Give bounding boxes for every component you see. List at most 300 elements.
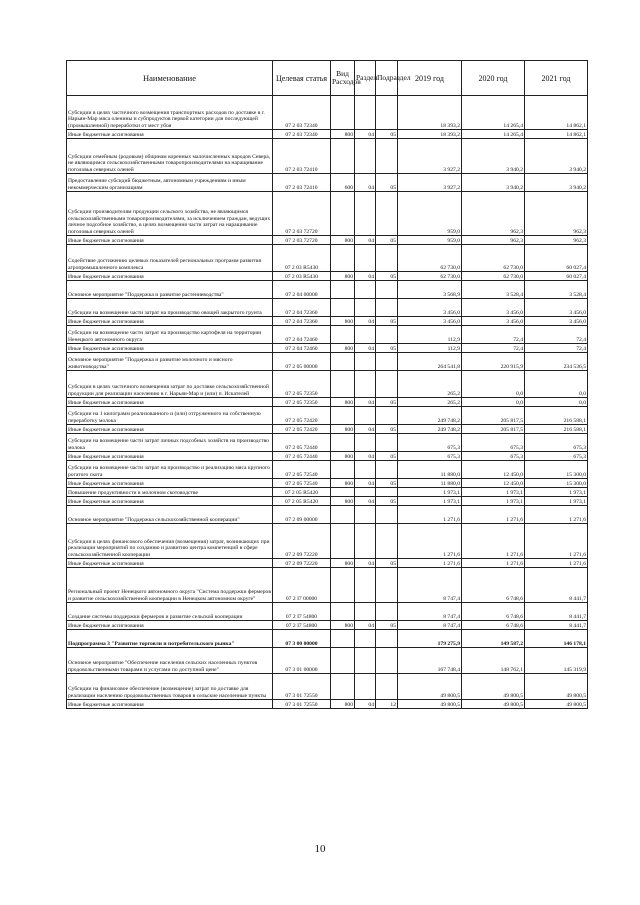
row-podrazdel xyxy=(376,648,398,674)
budget-table xyxy=(66,60,588,709)
row-code: 07 2 05 72420 xyxy=(273,407,331,425)
row-razdel: 04 xyxy=(355,425,376,434)
row-razdel xyxy=(355,326,376,344)
row-vid xyxy=(331,568,355,603)
row-2020: 205 817,5 xyxy=(462,407,525,425)
row-2020: 962,3 xyxy=(462,236,525,245)
row-code: 07 2 05 72540 xyxy=(273,479,331,488)
row-2021: 1 271,6 xyxy=(525,506,588,524)
row-name: Иные бюджетные ассигнования xyxy=(67,700,273,709)
row-vid: 800 xyxy=(331,700,355,709)
row-2020: 49 800,5 xyxy=(462,674,525,700)
row-vid: 800 xyxy=(331,236,355,245)
row-name: Субсидии в целях частичного возмещения затрат по доставке сельскохозяйственной продукции для реализации населению в г. Нарьян-Мар и (или) п. Искателей xyxy=(67,371,273,398)
row-code: 07 2 04 72460 xyxy=(273,326,331,344)
row-name: Иные бюджетные ассигнования xyxy=(67,344,273,353)
table-row xyxy=(67,479,588,488)
row-razdel xyxy=(355,648,376,674)
row-vid xyxy=(331,648,355,674)
row-razdel xyxy=(355,434,376,452)
row-name: Основное мероприятие "Поддержка и развитие растениеводства" xyxy=(67,281,273,299)
row-code: 07 2 04 72360 xyxy=(273,317,331,326)
row-name: Иные бюджетные ассигнования xyxy=(67,272,273,281)
row-podrazdel: 05 xyxy=(376,479,398,488)
table-row xyxy=(67,130,588,139)
row-razdel: 04 xyxy=(355,398,376,407)
row-2019: 1 271,6 xyxy=(398,506,462,524)
table-row xyxy=(67,299,588,317)
row-2021: 962,3 xyxy=(525,192,588,236)
row-razdel: 04 xyxy=(355,700,376,709)
row-code: 07 2 05 72540 xyxy=(273,461,331,479)
row-2021: 72,4 xyxy=(525,326,588,344)
row-code: 07 2 03 72410 xyxy=(273,139,331,174)
row-vid: 800 xyxy=(331,452,355,461)
row-2020: 72,4 xyxy=(462,326,525,344)
row-2021: 234 536,5 xyxy=(525,353,588,371)
row-podrazdel xyxy=(376,434,398,452)
table-header-row xyxy=(67,61,588,96)
row-vid: 800 xyxy=(331,130,355,139)
row-2019: 1 271,6 xyxy=(398,524,462,559)
row-2021: 49 800,5 xyxy=(525,674,588,700)
row-name: Основное мероприятие "Обеспечение населения сельских населенных пунктов продовольственными товарами и услугами по доступной цене" xyxy=(67,648,273,674)
row-razdel xyxy=(355,371,376,398)
row-name: Иные бюджетные ассигнования xyxy=(67,621,273,630)
row-2021: 60 027,4 xyxy=(525,245,588,272)
header-2019: 2019 год xyxy=(398,61,462,96)
row-podrazdel xyxy=(376,353,398,371)
row-vid xyxy=(331,407,355,425)
row-code: 07 2 04 72460 xyxy=(273,344,331,353)
row-vid: 800 xyxy=(331,344,355,353)
row-2020: 3 940,2 xyxy=(462,174,525,192)
row-2019: 3 456,0 xyxy=(398,317,462,326)
row-2019: 959,0 xyxy=(398,192,462,236)
row-2020: 6 748,6 xyxy=(462,568,525,603)
row-razdel xyxy=(355,299,376,317)
row-name: Иные бюджетные ассигнования xyxy=(67,398,273,407)
row-code: 07 2 09 72220 xyxy=(273,559,331,568)
header-razdel: Раздел xyxy=(355,61,376,96)
row-2020: 3 940,2 xyxy=(462,139,525,174)
table-row xyxy=(67,674,588,700)
row-name: Содействие достижению целевых показателей региональных программ развития агропромышленного комплекса xyxy=(67,245,273,272)
row-2021: 1 973,1 xyxy=(525,497,588,506)
table-row xyxy=(67,139,588,174)
row-code: 07 2 03 72340 xyxy=(273,130,331,139)
row-code: 07 3 00 00000 xyxy=(273,630,331,648)
row-2020: 6 748,6 xyxy=(462,621,525,630)
row-name: Повышение продуктивности в молочном скотоводстве xyxy=(67,488,273,497)
row-vid xyxy=(331,603,355,621)
row-vid: 800 xyxy=(331,497,355,506)
row-code: 07 2 09 72220 xyxy=(273,524,331,559)
row-vid xyxy=(331,353,355,371)
row-2019: 167 748,4 xyxy=(398,648,462,674)
row-2020: 12 450,0 xyxy=(462,479,525,488)
row-name: Субсидии семейным (родовым) общинам коренных малочисленных народов Севера, не являющимся сельскохозяйственными товаропроизводителями на наращивание поголовья северных оленей xyxy=(67,139,273,174)
row-vid: 600 xyxy=(331,174,355,192)
row-2020: 49 800,5 xyxy=(462,700,525,709)
row-2019: 265,2 xyxy=(398,398,462,407)
row-name: Иные бюджетные ассигнования xyxy=(67,559,273,568)
row-2019: 62 730,0 xyxy=(398,272,462,281)
row-vid xyxy=(331,281,355,299)
table-row xyxy=(67,568,588,603)
header-podrazdel: Подраздел xyxy=(376,61,398,96)
row-code: 07 2 05 R5420 xyxy=(273,488,331,497)
row-2019: 675,3 xyxy=(398,434,462,452)
row-2019: 49 800,5 xyxy=(398,674,462,700)
row-podrazdel xyxy=(376,96,398,130)
row-razdel: 04 xyxy=(355,174,376,192)
row-2019: 18 393,2 xyxy=(398,96,462,130)
row-razdel xyxy=(355,96,376,130)
row-name: Иные бюджетные ассигнования xyxy=(67,317,273,326)
row-podrazdel xyxy=(376,461,398,479)
row-razdel: 04 xyxy=(355,621,376,630)
table-row xyxy=(67,700,588,709)
row-2021: 145 319,9 xyxy=(525,648,588,674)
row-code: 07 2 03 72720 xyxy=(273,236,331,245)
row-2020: 1 973,1 xyxy=(462,497,525,506)
table-row xyxy=(67,281,588,299)
row-2021: 3 528,4 xyxy=(525,281,588,299)
row-code: 07 3 01 72550 xyxy=(273,674,331,700)
row-2020: 1 271,6 xyxy=(462,559,525,568)
row-vid: 800 xyxy=(331,479,355,488)
row-2020: 72,4 xyxy=(462,344,525,353)
row-2019: 959,0 xyxy=(398,236,462,245)
table-row xyxy=(67,425,588,434)
table-row xyxy=(67,245,588,272)
budget-table-sheet xyxy=(66,60,587,709)
row-podrazdel: 05 xyxy=(376,559,398,568)
table-row xyxy=(67,96,588,130)
row-2020: 14 265,4 xyxy=(462,130,525,139)
row-name: Иные бюджетные ассигнования xyxy=(67,479,273,488)
row-2021: 15 300,0 xyxy=(525,461,588,479)
row-2019: 3 927,2 xyxy=(398,139,462,174)
row-2020: 675,3 xyxy=(462,452,525,461)
row-vid xyxy=(331,299,355,317)
row-2020: 0,0 xyxy=(462,398,525,407)
row-podrazdel xyxy=(376,299,398,317)
row-vid xyxy=(331,139,355,174)
table-row xyxy=(67,506,588,524)
row-2019: 3 927,2 xyxy=(398,174,462,192)
row-2021: 3 940,2 xyxy=(525,139,588,174)
row-2021: 8 441,7 xyxy=(525,568,588,603)
row-vid xyxy=(331,326,355,344)
row-2019: 265,2 xyxy=(398,371,462,398)
row-name: Создание системы поддержки фермеров и развитие сельской кооперации xyxy=(67,603,273,621)
row-name: Субсидии на возмещение части затрат на производство картофеля на территории Ненецкого автономного округа xyxy=(67,326,273,344)
row-2020: 62 730,0 xyxy=(462,272,525,281)
row-name: Иные бюджетные ассигнования xyxy=(67,130,273,139)
row-2020: 1 271,6 xyxy=(462,506,525,524)
row-2021: 675,3 xyxy=(525,452,588,461)
table-row xyxy=(67,630,588,648)
row-podrazdel xyxy=(376,407,398,425)
row-podrazdel: 05 xyxy=(376,452,398,461)
row-razdel: 04 xyxy=(355,452,376,461)
row-2021: 3 456,0 xyxy=(525,317,588,326)
row-code: 07 2 05 00000 xyxy=(273,353,331,371)
row-podrazdel: 05 xyxy=(376,272,398,281)
row-2019: 264 541,8 xyxy=(398,353,462,371)
header-2020: 2020 год xyxy=(462,61,525,96)
row-razdel: 04 xyxy=(355,317,376,326)
row-2019: 62 730,0 xyxy=(398,245,462,272)
row-podrazdel xyxy=(376,371,398,398)
row-code: 07 2 05 72350 xyxy=(273,371,331,398)
row-code: 07 2 05 R5420 xyxy=(273,497,331,506)
table-row xyxy=(67,272,588,281)
row-2019: 11 880,0 xyxy=(398,479,462,488)
row-2021: 49 800,5 xyxy=(525,700,588,709)
row-code: 07 2 03 R5430 xyxy=(273,245,331,272)
row-razdel xyxy=(355,603,376,621)
table-row xyxy=(67,371,588,398)
row-podrazdel: 05 xyxy=(376,398,398,407)
row-2019: 8 747,4 xyxy=(398,603,462,621)
row-2020: 0,0 xyxy=(462,371,525,398)
row-vid xyxy=(331,461,355,479)
table-row xyxy=(67,326,588,344)
row-razdel xyxy=(355,139,376,174)
table-row xyxy=(67,317,588,326)
row-vid xyxy=(331,371,355,398)
row-name: Предоставление субсидий бюджетным, автономным учреждениям и иным некоммерческим организациям xyxy=(67,174,273,192)
table-row xyxy=(67,524,588,559)
row-name: Иные бюджетные ассигнования xyxy=(67,425,273,434)
table-row xyxy=(67,434,588,452)
row-2020: 149 587,2 xyxy=(462,630,525,648)
row-podrazdel xyxy=(376,326,398,344)
row-code: 07 2 04 00000 xyxy=(273,281,331,299)
row-vid xyxy=(331,524,355,559)
row-2021: 1 973,1 xyxy=(525,488,588,497)
row-code: 07 2 I7 54800 xyxy=(273,621,331,630)
row-podrazdel xyxy=(376,630,398,648)
table-row xyxy=(67,603,588,621)
row-2021: 675,3 xyxy=(525,434,588,452)
row-razdel xyxy=(355,506,376,524)
row-razdel xyxy=(355,488,376,497)
row-2020: 148 762,1 xyxy=(462,648,525,674)
row-2021: 14 862,1 xyxy=(525,130,588,139)
row-razdel: 04 xyxy=(355,130,376,139)
row-2021: 3 940,2 xyxy=(525,174,588,192)
table-row xyxy=(67,398,588,407)
row-razdel: 04 xyxy=(355,272,376,281)
table-row xyxy=(67,344,588,353)
header-2021: 2021 год xyxy=(525,61,588,96)
row-razdel: 04 xyxy=(355,236,376,245)
table-body xyxy=(67,96,588,709)
row-code: 07 2 I7 54800 xyxy=(273,603,331,621)
row-2021: 216 588,1 xyxy=(525,425,588,434)
row-2021: 0,0 xyxy=(525,371,588,398)
row-podrazdel: 12 xyxy=(376,700,398,709)
row-2019: 8 747,4 xyxy=(398,621,462,630)
row-code: 07 2 03 R5430 xyxy=(273,272,331,281)
row-razdel xyxy=(355,630,376,648)
row-vid: 800 xyxy=(331,425,355,434)
row-vid: 800 xyxy=(331,559,355,568)
row-vid: 800 xyxy=(331,398,355,407)
header-code: Целевая статья xyxy=(273,61,331,96)
row-podrazdel: 05 xyxy=(376,497,398,506)
row-podrazdel: 05 xyxy=(376,425,398,434)
row-razdel: 04 xyxy=(355,559,376,568)
row-vid xyxy=(331,488,355,497)
row-2020: 675,3 xyxy=(462,434,525,452)
row-2021: 1 271,6 xyxy=(525,559,588,568)
row-vid xyxy=(331,674,355,700)
row-razdel xyxy=(355,353,376,371)
row-vid: 800 xyxy=(331,272,355,281)
row-2019: 3 456,0 xyxy=(398,299,462,317)
table-row xyxy=(67,452,588,461)
row-name: Основное мероприятие "Поддержка сельскохозяйственной кооперации" xyxy=(67,506,273,524)
row-2020: 962,3 xyxy=(462,192,525,236)
row-name: Субсидии на финансовое обеспечение (возмещение) затрат по доставке для реализации населению продовольственных товаров в сельские населенные пункты xyxy=(67,674,273,700)
row-code: 07 2 03 72410 xyxy=(273,174,331,192)
row-razdel xyxy=(355,524,376,559)
table-row xyxy=(67,192,588,236)
header-name: Наименование xyxy=(67,61,273,96)
row-2019: 18 393,2 xyxy=(398,130,462,139)
row-2021: 216 588,1 xyxy=(525,407,588,425)
row-podrazdel xyxy=(376,139,398,174)
row-name: Основное мероприятие "Поддержка и развитие молочного и мясного животноводства" xyxy=(67,353,273,371)
row-2020: 6 748,6 xyxy=(462,603,525,621)
row-code: 07 2 03 72340 xyxy=(273,96,331,130)
table-row xyxy=(67,407,588,425)
row-2019: 249 748,2 xyxy=(398,425,462,434)
row-podrazdel xyxy=(376,192,398,236)
row-name: Субсидии на возмещение части затрат на производство овощей закрытого грунта xyxy=(67,299,273,317)
row-vid xyxy=(331,630,355,648)
row-2020: 3 528,4 xyxy=(462,281,525,299)
row-2020: 62 730,0 xyxy=(462,245,525,272)
row-2021: 962,3 xyxy=(525,236,588,245)
page-number: 10 xyxy=(314,843,326,855)
row-name: Иные бюджетные ассигнования xyxy=(67,236,273,245)
table-row xyxy=(67,648,588,674)
row-2019: 49 800,5 xyxy=(398,700,462,709)
row-name: Подпрограмма 3 "Развитие торговли и потребительского рынка" xyxy=(67,630,273,648)
row-podrazdel xyxy=(376,674,398,700)
row-podrazdel xyxy=(376,245,398,272)
row-podrazdel: 05 xyxy=(376,344,398,353)
row-2019: 1 973,1 xyxy=(398,497,462,506)
row-podrazdel xyxy=(376,568,398,603)
row-vid xyxy=(331,506,355,524)
row-razdel: 04 xyxy=(355,344,376,353)
row-razdel xyxy=(355,674,376,700)
table-row xyxy=(67,461,588,479)
row-code: 07 2 04 72360 xyxy=(273,299,331,317)
row-2019: 112,9 xyxy=(398,326,462,344)
row-vid: 800 xyxy=(331,621,355,630)
row-vid xyxy=(331,245,355,272)
row-2020: 1 271,6 xyxy=(462,524,525,559)
row-code: 07 2 05 72440 xyxy=(273,452,331,461)
row-2020: 205 817,5 xyxy=(462,425,525,434)
row-razdel xyxy=(355,568,376,603)
row-2021: 1 271,6 xyxy=(525,524,588,559)
row-name: Субсидии на возмещение части затрат на производство и реализацию мяса крупного рогатого скота xyxy=(67,461,273,479)
row-2020: 12 450,0 xyxy=(462,461,525,479)
row-2019: 11 880,0 xyxy=(398,461,462,479)
row-2021: 0,0 xyxy=(525,398,588,407)
row-2021: 8 441,7 xyxy=(525,621,588,630)
row-2021: 60 027,4 xyxy=(525,272,588,281)
row-code: 07 2 05 72440 xyxy=(273,434,331,452)
row-podrazdel xyxy=(376,488,398,497)
row-code: 07 3 01 72550 xyxy=(273,700,331,709)
row-2021: 8 441,7 xyxy=(525,603,588,621)
row-code: 07 2 09 00000 xyxy=(273,506,331,524)
row-2021: 3 456,0 xyxy=(525,299,588,317)
row-name: Иные бюджетные ассигнования xyxy=(67,497,273,506)
table-row xyxy=(67,353,588,371)
row-razdel xyxy=(355,461,376,479)
row-podrazdel: 05 xyxy=(376,621,398,630)
row-razdel xyxy=(355,281,376,299)
row-2021: 146 178,1 xyxy=(525,630,588,648)
row-podrazdel: 05 xyxy=(376,236,398,245)
row-name: Субсидии в целях финансового обеспечения (возмещения) затрат, возникающих при реализации мероприятий по созданию и развитию центра компетенций в сфере сельскохозяйственной кооперации xyxy=(67,524,273,559)
row-podrazdel xyxy=(376,281,398,299)
row-name: Субсидии в целях частичного возмещения транспортных расходов по доставке в г. Нарьян-Мар мяса оленины и субпродуктов первой категории для последующей (промышленной) переработки от мест убоя xyxy=(67,96,273,130)
table-row xyxy=(67,621,588,630)
row-2019: 1 973,1 xyxy=(398,488,462,497)
row-razdel xyxy=(355,407,376,425)
row-2019: 179 275,9 xyxy=(398,630,462,648)
row-vid xyxy=(331,434,355,452)
row-code: 07 2 05 72350 xyxy=(273,398,331,407)
table-row xyxy=(67,497,588,506)
row-2020: 3 456,0 xyxy=(462,299,525,317)
row-name: Субсидии на возмещение части затрат личных подсобных хозяйств на производство молока xyxy=(67,434,273,452)
row-2020: 1 973,1 xyxy=(462,488,525,497)
row-2020: 3 456,0 xyxy=(462,317,525,326)
row-vid xyxy=(331,192,355,236)
row-2019: 8 747,4 xyxy=(398,568,462,603)
table-row xyxy=(67,559,588,568)
row-vid: 800 xyxy=(331,317,355,326)
row-code: 07 3 01 00000 xyxy=(273,648,331,674)
row-name: Субсидии производителям продукции сельского хозяйства, не являющимся сельскохозяйственными товаропроизводителями, за исключением граждан, ведущих личное подсобное хозяйство, в целях возмещения части затрат на наращивание поголовья северных оленей xyxy=(67,192,273,236)
row-name: Региональный проект Ненецкого автономного округа "Система поддержки фермеров и развитие сельскохозяйственной кооперации в Ненецком автономном округе" xyxy=(67,568,273,603)
row-podrazdel xyxy=(376,506,398,524)
table-row xyxy=(67,174,588,192)
row-2019: 249 748,2 xyxy=(398,407,462,425)
row-razdel: 04 xyxy=(355,497,376,506)
row-2019: 112,9 xyxy=(398,344,462,353)
row-2020: 220 915,9 xyxy=(462,353,525,371)
row-podrazdel xyxy=(376,603,398,621)
row-2019: 3 568,9 xyxy=(398,281,462,299)
row-vid xyxy=(331,96,355,130)
table-row xyxy=(67,488,588,497)
row-podrazdel: 05 xyxy=(376,130,398,139)
